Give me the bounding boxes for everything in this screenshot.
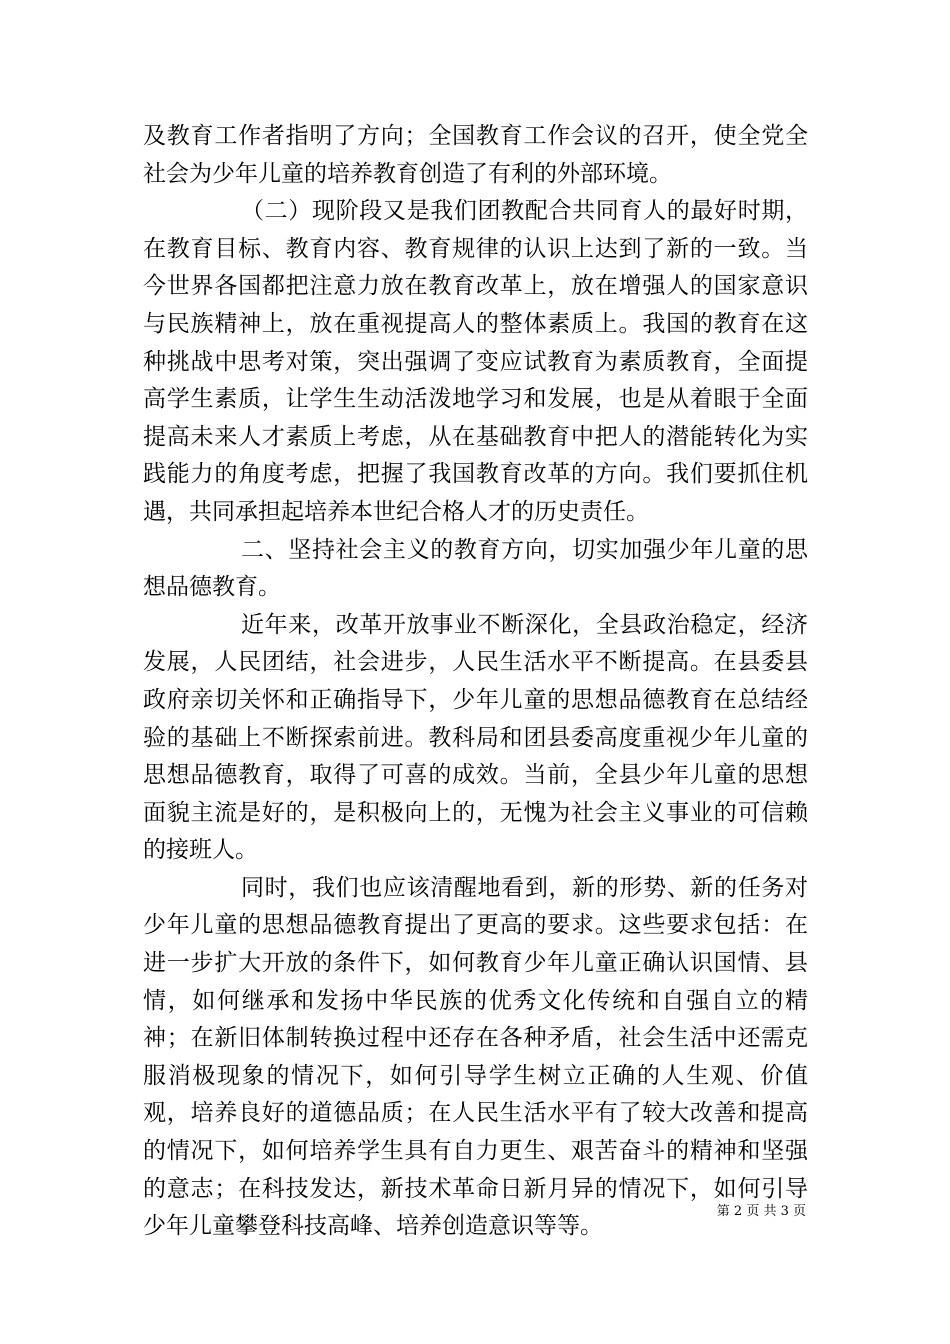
- paragraph-section-1-2: （二）现阶段又是我们团教配合共同育人的最好时期，在教育目标、教育内容、教育规律的认识上达到了新的一致。当今世界各国都把注意力放在教育改革上，放在增强人的国家意识与民族精神上，放在重视提高人的整体素质上。我国的教育在这种挑战中思考对策，突出强调了变应试教育为素质教育，全面提高学生素质，让学生生动活泼地学习和发展，也是从着眼于全面提高未来人才素质上考虑，从在基础教育中把人的潜能转化为实践能力的角度考虑，把握了我国教育改革的方向。我们要抓住机遇，共同承担起培养本世纪合格人才的历史责任。: [143, 198, 808, 525]
- document-body: [143, 118, 808, 1246]
- paragraph-continuation: 及教育工作者指明了方向；全国教育工作会议的召开，使全党全社会为少年儿童的培养教育创造了有利的外部环境。: [143, 123, 808, 187]
- section-heading-2: 二、坚持社会主义的教育方向，切实加强少年儿童的思想品德教育。: [143, 536, 808, 601]
- page-number-footer: 第 2 页 共 3 页: [716, 1204, 806, 1219]
- paragraph-recent-years: 近年来，改革开放事业不断深化，全县政治稳定，经济发展，人民团结，社会进步，人民生活水平不断提高。在县委县政府亲切关怀和正确指导下，少年儿童的思想品德教育在总结经验的基础上不断探索前进。教科局和团县委高度重视少年儿童的思想品德教育，取得了可喜的成效。当前，全县少年儿童的思想面貌主流是好的，是积极向上的，无愧为社会主义事业的可信赖的接班人。: [143, 611, 808, 864]
- paragraph-new-requirements: 同时，我们也应该清醒地看到，新的形势、新的任务对少年儿童的思想品德教育提出了更高的要求。这些要求包括：在进一步扩大开放的条件下，如何教育少年儿童正确认识国情、县情，如何继承和发扬中华民族的优秀文化传统和自强自立的精神；在新旧体制转换过程中还存在各种矛盾，社会生活中还需克服消极现象的情况下，如何引导学生树立正确的人生观、价值观，培养良好的道德品质；在人民生活水平有了较大改善和提高的情况下，如何培养学生具有自力更生、艰苦奋斗的精神和坚强的意志；在科技发达，新技术革命日新月异的情况下，如何引导少年儿童攀登科技高峰、培养创造意识等等。: [143, 874, 808, 1240]
